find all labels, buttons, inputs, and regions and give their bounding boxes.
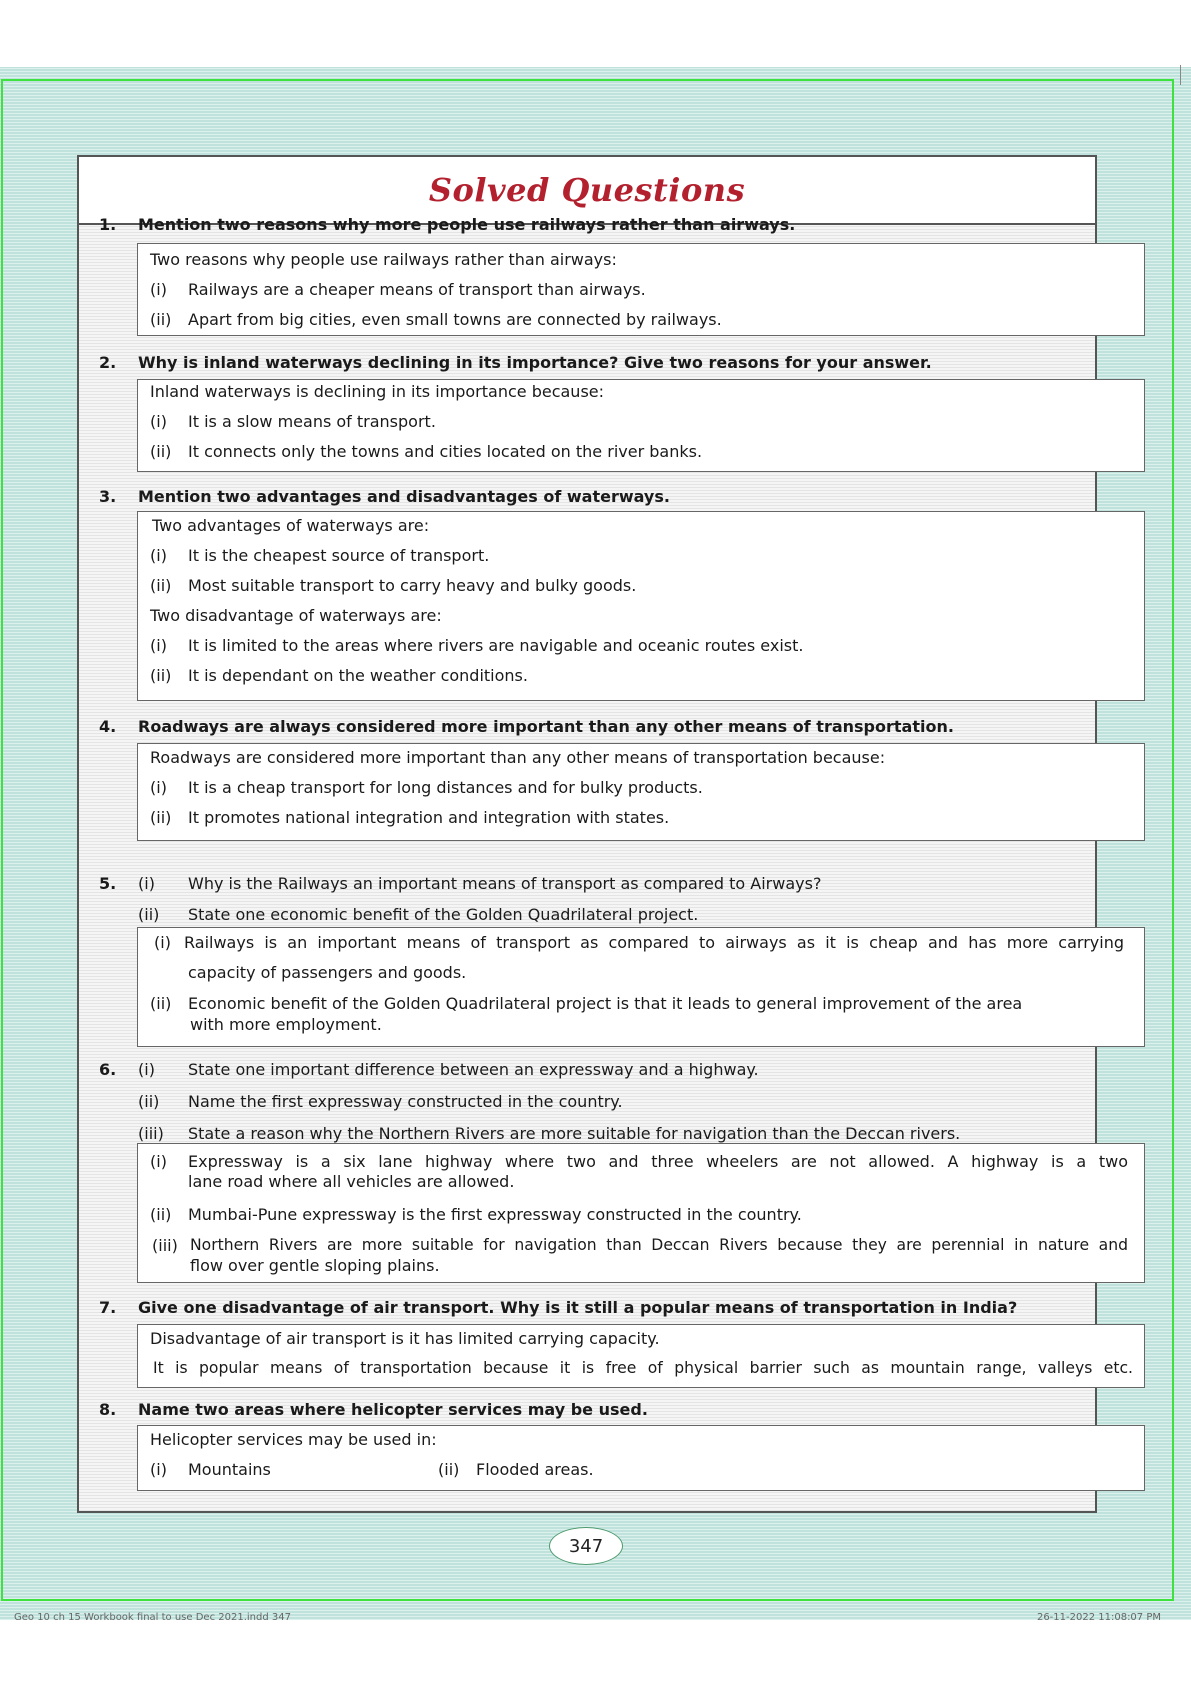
footer-left: Geo 10 ch 15 Workbook final to use Dec 2021.indd 347 — [14, 1612, 291, 1623]
question-text: Name two areas where helicopter services may be used. — [138, 1400, 648, 1419]
item-number: (ii) — [150, 808, 172, 827]
item-text: It is limited to the areas where rivers are navigable and oceanic routes exist. — [188, 636, 804, 655]
answer-3 — [137, 511, 1145, 701]
sub-text: State one economic benefit of the Golden Quadrilateral project. — [188, 905, 699, 924]
sub-question — [79, 905, 1095, 925]
question-text: Roadways are always considered more important than any other means of transportation. — [138, 717, 954, 736]
sub-question — [79, 1060, 1095, 1080]
item-number: (ii) — [150, 576, 172, 595]
item-text: It connects only the towns and cities located on the river banks. — [188, 442, 703, 461]
item-number: (i) — [150, 546, 167, 565]
item-number: (ii) — [150, 1205, 172, 1224]
item-number: (ii) — [438, 1460, 460, 1479]
item-text: Northern Rivers are more suitable for navigation than Deccan Rivers because they are perennial in nature and — [190, 1236, 1128, 1254]
answer-4 — [137, 743, 1145, 841]
sub-question — [79, 1092, 1095, 1112]
item-text: Mountains — [188, 1460, 271, 1479]
item-text: Expressway is a six lane highway where two and three wheelers are not allowed. A highway is a two — [188, 1152, 1128, 1171]
item-text-continued: capacity of passengers and goods. — [188, 963, 467, 982]
item-number: (i) — [150, 412, 167, 431]
sub-text: State a reason why the Northern Rivers are more suitable for navigation than the Deccan rivers. — [188, 1124, 961, 1143]
answer-intro-2: Two disadvantage of waterways are: — [150, 606, 442, 625]
question-number: 5. — [99, 874, 117, 893]
question-number: 4. — [99, 717, 117, 736]
answer-5 — [137, 927, 1145, 1047]
sub-question — [79, 874, 1095, 894]
item-text: Economic benefit of the Golden Quadrilateral project is that it leads to general improvement of the area — [188, 994, 1023, 1013]
question-text: Give one disadvantage of air transport. Why is it still a popular means of transportation in India? — [138, 1298, 1018, 1317]
sub-number: (i) — [138, 874, 155, 893]
sub-text: Why is the Railways an important means of transport as compared to Airways? — [188, 874, 822, 893]
item-number: (i) — [154, 933, 171, 952]
item-text-continued: lane road where all vehicles are allowed. — [188, 1172, 515, 1191]
page-number: 347 — [549, 1527, 623, 1565]
item-number: (ii) — [150, 442, 172, 461]
item-text: Railways are a cheaper means of transport than airways. — [188, 280, 646, 299]
question-text: Mention two reasons why more people use railways rather than airways. — [138, 215, 796, 234]
question-1 — [79, 215, 1095, 235]
question-number: 3. — [99, 487, 117, 506]
crop-mark — [1180, 65, 1181, 85]
sub-text: State one important difference between an expressway and a highway. — [188, 1060, 759, 1079]
item-number: (iii) — [152, 1236, 178, 1255]
item-number: (ii) — [150, 666, 172, 685]
sub-question — [79, 1124, 1095, 1144]
item-text: Railways is an important means of transport as compared to airways as it is cheap and has more carrying — [184, 933, 1124, 952]
item-text: It is a cheap transport for long distances and for bulky products. — [188, 778, 703, 797]
question-8 — [79, 1400, 1095, 1420]
question-number: 2. — [99, 353, 117, 372]
item-text: Flooded areas. — [476, 1460, 594, 1479]
item-text-continued: flow over gentle sloping plains. — [190, 1256, 440, 1275]
answer-intro: Helicopter services may be used in: — [150, 1430, 437, 1449]
answer-intro: Two reasons why people use railways rather than airways: — [150, 250, 617, 269]
item-text: It is dependant on the weather conditions. — [188, 666, 528, 685]
item-text: Most suitable transport to carry heavy and bulky goods. — [188, 576, 637, 595]
question-number: 6. — [99, 1060, 117, 1079]
item-number: (ii) — [150, 994, 172, 1013]
sub-text: Name the first expressway constructed in the country. — [188, 1092, 623, 1111]
answer-6 — [137, 1143, 1145, 1283]
answer-intro: Inland waterways is declining in its importance because: — [150, 382, 605, 401]
question-4 — [79, 717, 1095, 737]
answer-2 — [137, 379, 1145, 472]
answer-intro: Two advantages of waterways are: — [152, 516, 430, 535]
question-number: 1. — [99, 215, 117, 234]
question-7 — [79, 1298, 1095, 1318]
question-2 — [79, 353, 1095, 373]
item-number: (i) — [150, 280, 167, 299]
item-number: (ii) — [150, 310, 172, 329]
answer-1 — [137, 243, 1145, 336]
answer-line: Disadvantage of air transport is it has limited carrying capacity. — [150, 1329, 660, 1348]
item-number: (i) — [150, 1460, 167, 1479]
item-number: (i) — [150, 1152, 167, 1171]
solved-questions-panel — [77, 155, 1133, 1513]
answer-8 — [137, 1425, 1145, 1491]
item-number: (i) — [150, 778, 167, 797]
sub-number: (i) — [138, 1060, 155, 1079]
page-title: Solved Questions — [428, 171, 746, 209]
question-3 — [79, 487, 1095, 507]
sub-number: (iii) — [138, 1124, 164, 1143]
sub-number: (ii) — [138, 1092, 160, 1111]
item-text: It is the cheapest source of transport. — [188, 546, 490, 565]
answer-intro: Roadways are considered more important than any other means of transportation because: — [150, 748, 886, 767]
item-text: It promotes national integration and integration with states. — [188, 808, 670, 827]
question-number: 8. — [99, 1400, 117, 1419]
question-number: 7. — [99, 1298, 117, 1317]
answer-7 — [137, 1324, 1145, 1388]
footer-right: 26-11-2022 11:08:07 PM — [1036, 1612, 1161, 1623]
item-text-continued: with more employment. — [190, 1015, 382, 1034]
item-text: It is a slow means of transport. — [188, 412, 436, 431]
sub-number: (ii) — [138, 905, 160, 924]
item-text: Apart from big cities, even small towns are connected by railways. — [188, 310, 722, 329]
question-text: Why is inland waterways declining in its importance? Give two reasons for your answer. — [138, 353, 932, 372]
answer-line: It is popular means of transportation because it is free of physical barrier such as mountain range, valleys etc. — [153, 1359, 1133, 1377]
item-text: Mumbai-Pune expressway is the first expressway constructed in the country. — [188, 1205, 802, 1224]
question-text: Mention two advantages and disadvantages of waterways. — [138, 487, 670, 506]
item-number: (i) — [150, 636, 167, 655]
